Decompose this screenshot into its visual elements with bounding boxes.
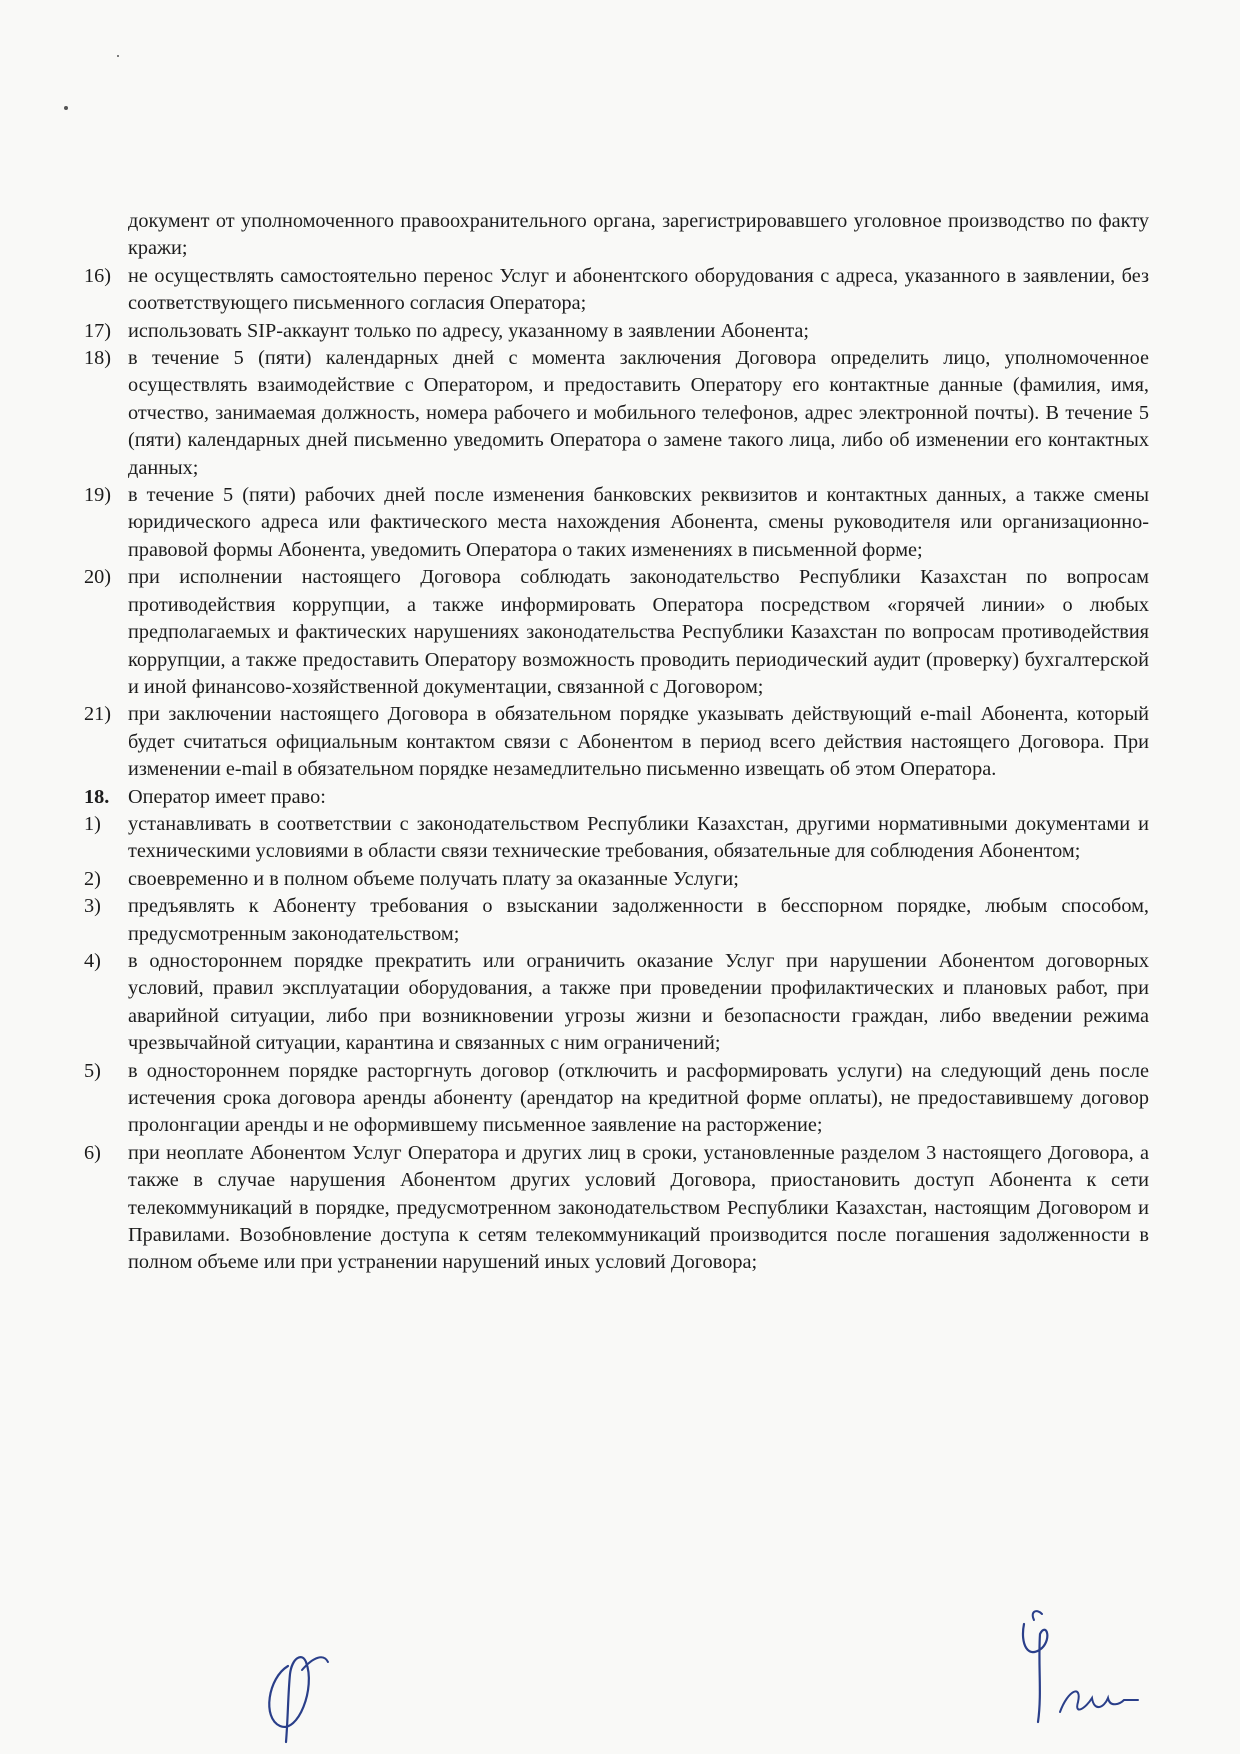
section-title: Оператор имеет право: (128, 785, 326, 808)
list-item (84, 345, 1149, 482)
item-number: 19) (84, 484, 112, 507)
item-text: при заключении настоящего Договора в обязательном порядке указывать действующий e-mail Абонента, который будет считаться официальным контактом связи с Абонентом в период всего действия настоящего Договора. При изменении e-mail в обязательном порядке незамедлительно письменно извещать об этом Оператора. (128, 703, 1149, 781)
item-text: в течение 5 (пяти) календарных дней с момента заключения Договора определить лицо, уполномоченное осуществлять взаимодействие с Оператором, и предоставить Оператору его контактные данные (фамилия, имя, отчество, занимаемая должность, номера рабочего и мобильного телефонов, адрес электронной почты). В течение 5 (пяти) календарных дней письменно уведомить Оператора о замене такого лица, либо об изменении его контактных данных; (128, 347, 1149, 479)
item-text: в течение 5 (пяти) рабочих дней после изменения банковских реквизитов и контактных данных, а также смены юридического адреса или фактического места нахождения Абонента, смены руководителя или организационно-правовой формы Абонента, уведомить Оператора о таких изменениях в письменной форме; (128, 484, 1149, 561)
item-number: 5) (84, 1059, 101, 1082)
abonent-duties-list (84, 263, 1149, 784)
list-item (84, 1140, 1149, 1277)
continuation-paragraph: документ от уполномоченного правоохранительного органа, зарегистрировавшего уголовное производство по факту кражи; (128, 210, 1149, 260)
operator-rights-list (84, 811, 1149, 1277)
list-item (84, 948, 1149, 1058)
item-text: своевременно и в полном объеме получать плату за оказанные Услуги; (128, 867, 739, 890)
item-number: 21) (84, 703, 112, 726)
item-text: предъявлять к Абоненту требования о взыскании задолженности в бесспорном порядке, любым способом, предусмотренным законодательством; (128, 895, 1149, 945)
item-text: в одностороннем порядке прекратить или ограничить оказание Услуг при нарушении Абонентом договорных условий, правил эксплуатации оборудования, а также при проведении профилактических и плановых работ, при аварийной ситуации, либо при возникновении угрозы жизни и безопасности граждан, либо введении режима чрезвычайной ситуации, карантина и связанных с ним ограничений; (128, 949, 1149, 1055)
list-item (84, 1058, 1149, 1140)
scan-speck (64, 106, 68, 110)
list-item (84, 318, 1149, 345)
list-item (84, 564, 1149, 701)
item-text: использовать SIP-аккаунт только по адресу, указанному в заявлении Абонента; (128, 319, 810, 342)
item-text: устанавливать в соответствии с законодательством Республики Казахстан, другими нормативными документами и техническими условиями в области связи технические требования, обязательные для соблюдения Абонентом; (128, 812, 1149, 863)
item-text: при неоплате Абонентом Услуг Оператора и других лиц в сроки, установленные разделом 3 настоящего Договора, а также в случае нарушения Абонентом других условий Договора, приостановить доступ Абонента к сети телекоммуникаций в порядке, предусмотренном законодательством Республики Казахстан, настоящим Договором и Правилами. Возобновление доступа к сетям телекоммуникаций производится после погашения задолженности в полном объеме или при устранении нарушений иных условий Договора; (128, 1141, 1149, 1274)
document-body (84, 208, 1149, 1277)
item-number: 6) (84, 1141, 101, 1164)
item-number: 16) (84, 264, 112, 287)
signature-left (258, 1648, 338, 1744)
scan-speck (117, 55, 119, 57)
item-number: 2) (84, 867, 101, 890)
item-text: в одностороннем порядке расторгнуть договор (отключить и расформировать услуги) на следующий день после истечения срока договора аренды абоненту (арендатор на кредитной форме оплаты), не предоставившему договор пролонгации аренды и не оформившему письменное заявление на расторжение; (128, 1059, 1149, 1137)
list-item (84, 893, 1149, 948)
item-number: 20) (84, 566, 112, 589)
item-number: 17) (84, 319, 112, 342)
item-text: не осуществлять самостоятельно перенос Услуг и абонентского оборудования с адреса, указанного в заявлении, без соответствующего письменного согласия Оператора; (128, 264, 1149, 315)
item-number: 3) (84, 895, 101, 918)
list-item (84, 866, 1149, 893)
section-heading (84, 784, 1149, 811)
item-number: 1) (84, 812, 101, 835)
signature-right (1012, 1604, 1152, 1734)
list-item (84, 701, 1149, 783)
list-item (84, 811, 1149, 866)
item-number: 4) (84, 949, 101, 972)
list-item (84, 263, 1149, 318)
list-item (84, 482, 1149, 564)
item-number: 18) (84, 347, 112, 370)
item-text: при исполнении настоящего Договора соблюдать законодательство Республики Казахстан по вопросам противодействия коррупции, а также информировать Оператора посредством «горячей линии» о любых предполагаемых и фактических нарушениях законодательства Республики Казахстан по вопросам противодействия коррупции, а также предоставить Оператору возможность проводить периодический аудит (проверку) бухгалтерской и иной финансово-хозяйственной документации, связанной с Договором; (128, 566, 1149, 698)
section-number: 18. (84, 785, 110, 808)
